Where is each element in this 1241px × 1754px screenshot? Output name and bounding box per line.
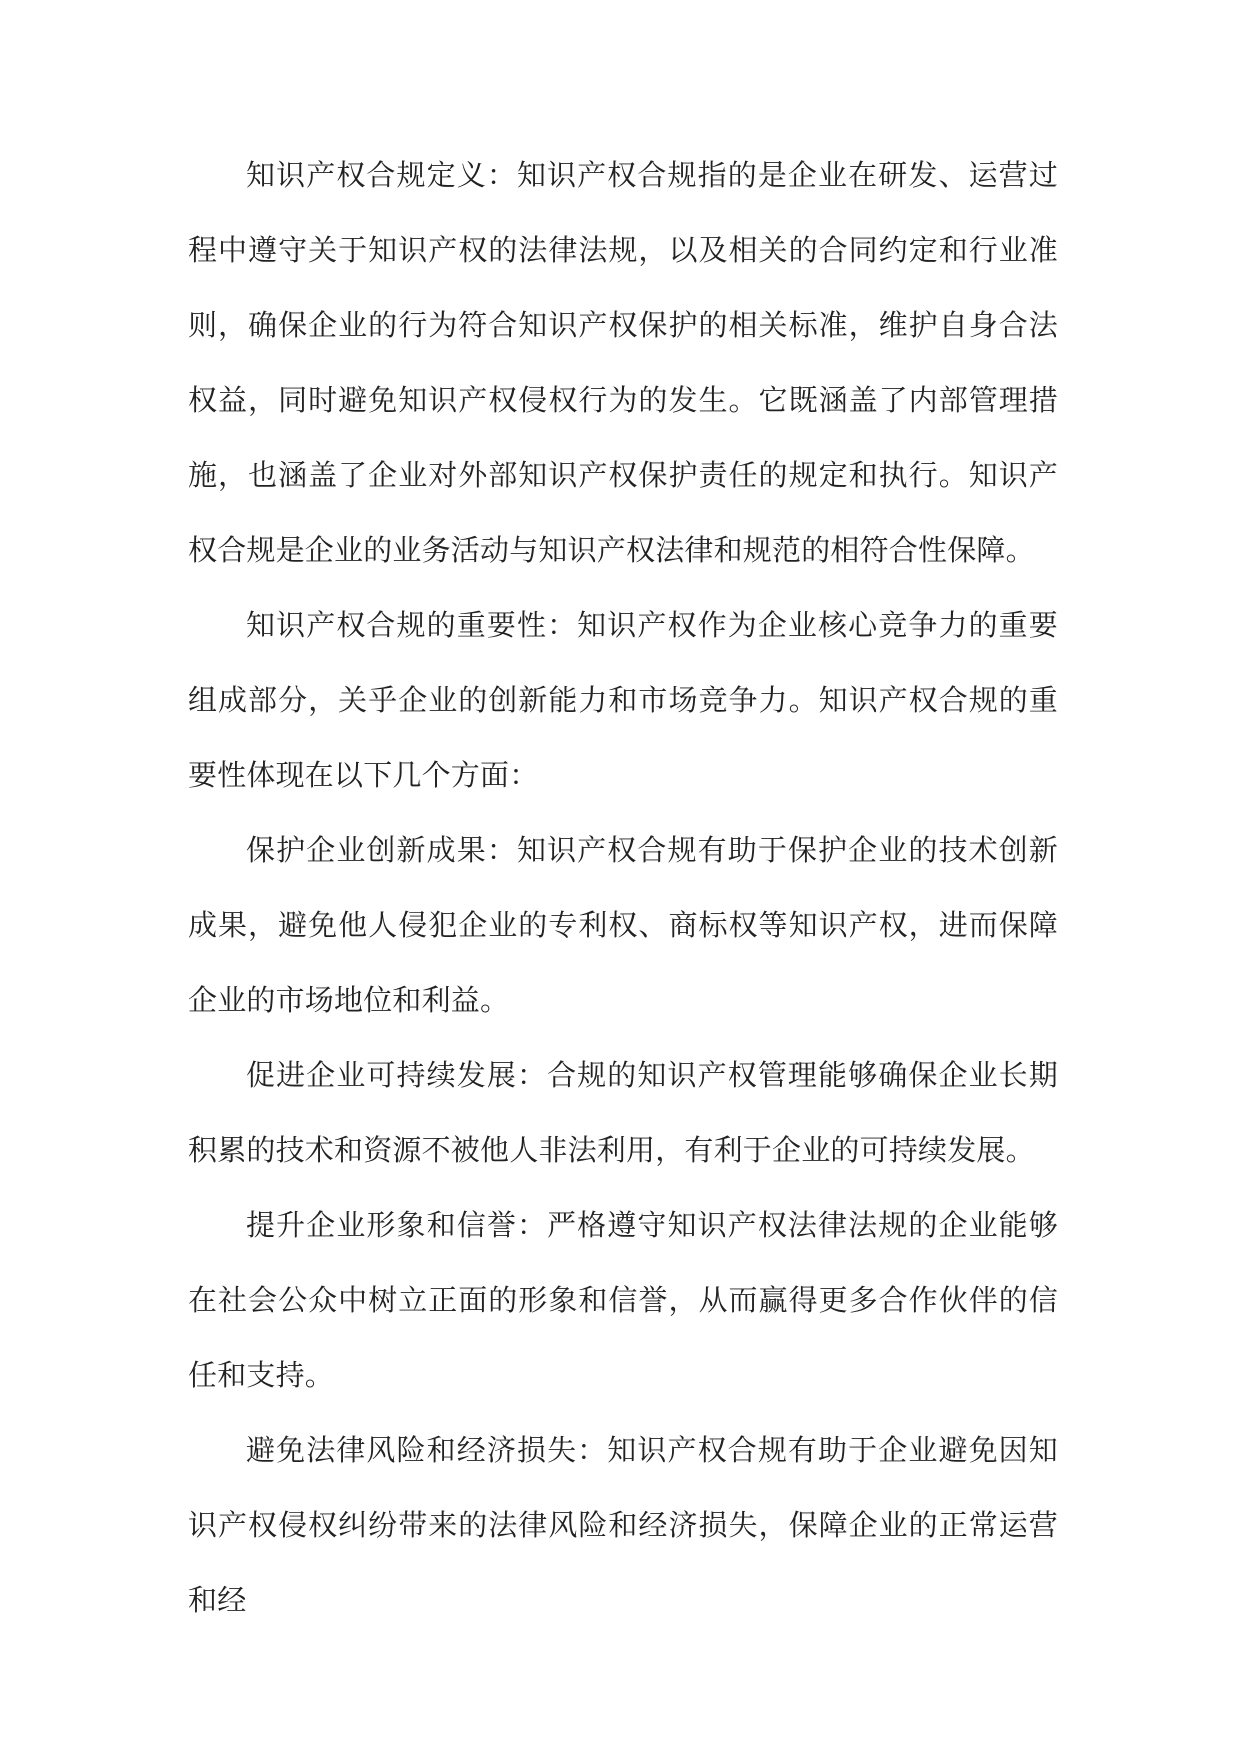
paragraph-ip-compliance-definition: 知识产权合规定义：知识产权合规指的是企业在研发、运营过程中遵守关于知识产权的法律法规，以及相关的合同约定和行业准则，确保企业的行为符合知识产权保护的相关标准，维护自身合法权益，同时避免知识产权侵权行为的发生。它既涵盖了内部管理措施，也涵盖了企业对外部知识产权保护责任的规定和执行。知识产权合规是企业的业务活动与知识产权法律和规范的相符合性保障。 [188, 158, 1058, 567]
paragraph-ip-compliance-importance: 知识产权合规的重要性：知识产权作为企业核心竞争力的重要组成部分，关乎企业的创新能力和市场竞争力。知识产权合规的重要性体现在以下几个方面： [188, 608, 1058, 792]
paragraph-sustainable-development: 促进企业可持续发展：合规的知识产权管理能够确保企业长期积累的技术和资源不被他人非法利用，有利于企业的可持续发展。 [188, 1058, 1058, 1167]
paragraph-image-and-reputation: 提升企业形象和信誉：严格遵守知识产权法律法规的企业能够在社会公众中树立正面的形象和信誉，从而赢得更多合作伙伴的信任和支持。 [188, 1208, 1058, 1392]
paragraph-avoid-legal-risk: 避免法律风险和经济损失：知识产权合规有助于企业避免因知识产权侵权纠纷带来的法律风险和经济损失，保障企业的正常运营和经 [188, 1433, 1058, 1617]
paragraph-protect-innovation: 保护企业创新成果：知识产权合规有助于保护企业的技术创新成果，避免他人侵犯企业的专利权、商标权等知识产权，进而保障企业的市场地位和利益。 [188, 833, 1058, 1017]
document-body [188, 138, 1058, 1638]
